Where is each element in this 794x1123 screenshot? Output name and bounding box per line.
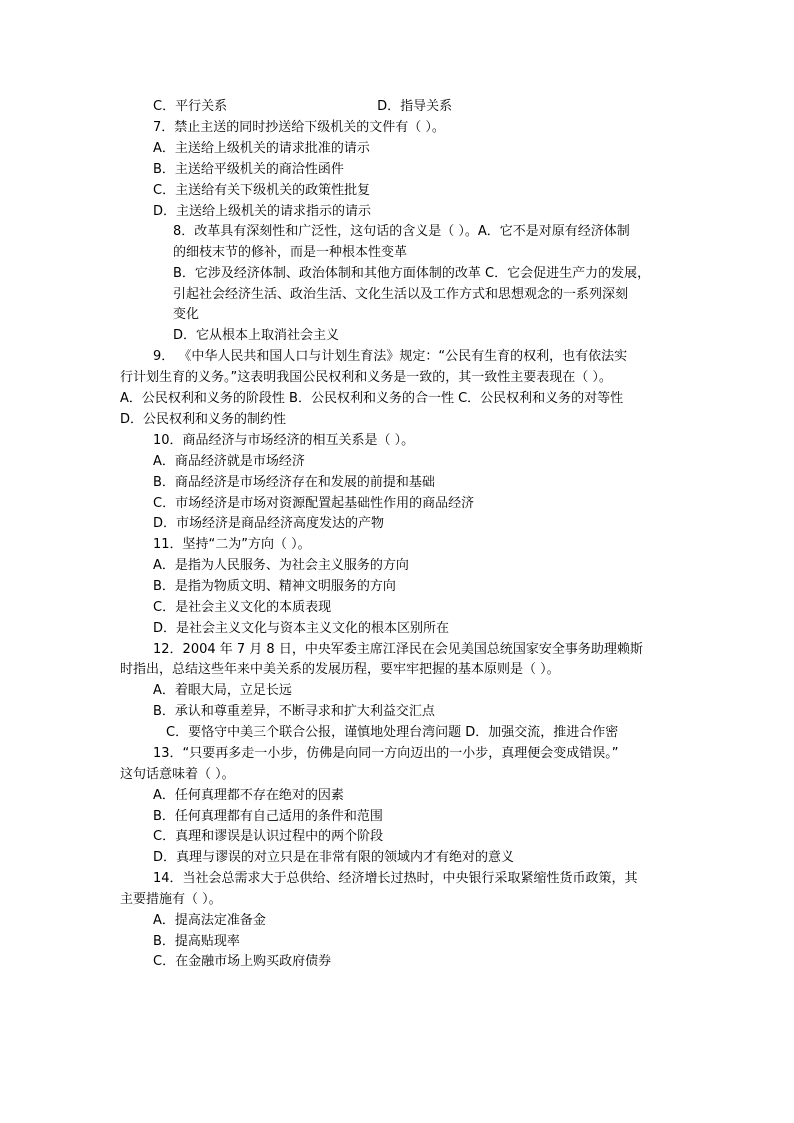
option-10c: C．市场经济是市场对资源配置起基础性作用的商品经济 xyxy=(153,496,475,511)
question-11: 11．坚持“二为”方向（ ）。 xyxy=(153,537,311,552)
option-13b: B．任何真理都有自己适用的条件和范围 xyxy=(153,809,383,824)
option-10d: D．市场经济是商品经济高度发达的产物 xyxy=(153,516,385,531)
option-13c: C．真理和谬误是认识过程中的两个阶段 xyxy=(153,829,384,844)
option-11c: C．是社会主义文化的本质表现 xyxy=(153,600,332,615)
question-8: 8．改革具有深刻性和广泛性，这句话的含义是（ ）。A．它不是对原有经济体制 xyxy=(173,224,630,239)
option-11d: D．是社会主义文化与资本主义文化的根本区别所在 xyxy=(153,621,450,636)
option-9abc: A．公民权利和义务的阶段性 B．公民权利和义务的合一性 C．公民权利和义务的对等性 xyxy=(120,391,624,406)
option-7a: A．主送给上级机关的请求批准的请示 xyxy=(153,141,370,156)
question-10: 10．商品经济与市场经济的相互关系是（ ）。 xyxy=(153,433,415,448)
option-14b: B．提高贴现率 xyxy=(153,934,240,949)
option-9d: D．公民权利和义务的制约性 xyxy=(120,412,287,427)
question-12: 12．2004 年 7 月 8 日，中央军委主席江泽民在会见美国总统国家安全事务助理赖斯 xyxy=(153,642,643,657)
option-8c-cont-1: 引起社会经济生活、政治生活、文化生活以及工作方式和思想观念的一系列深刻 xyxy=(173,287,629,302)
question-14-cont: 主要措施有（ ）。 xyxy=(120,892,222,907)
option-14c: C．在金融市场上购买政府债券 xyxy=(153,954,332,969)
option-7d: D．主送给上级机关的请求指示的请示 xyxy=(153,204,372,219)
option-6d: D．指导关系 xyxy=(377,99,453,114)
option-13d: D．真理与谬误的对立只是在非常有限的领域内才有绝对的意义 xyxy=(153,850,515,865)
option-11a: A．是指为人民服务、为社会主义服务的方向 xyxy=(153,558,409,573)
question-14: 14．当社会总需求大于总供给、经济增长过热时，中央银行采取紧缩性货币政策，其 xyxy=(153,871,638,886)
option-8b-8c: B．它涉及经济体制、政治体制和其他方面体制的改革 C．它会促进生产力的发展， xyxy=(173,266,651,281)
option-6c: C．平行关系 xyxy=(153,99,228,114)
option-10b: B．商品经济是市场经济存在和发展的前提和基础 xyxy=(153,475,435,490)
option-13a: A．任何真理都不存在绝对的因素 xyxy=(153,788,344,803)
option-12c-12d: C．要恪守中美三个联合公报，谨慎地处理台湾问题 D．加强交流，推进合作密 xyxy=(166,725,619,740)
question-8-cont: 的细枝末节的修补，而是一种根本性变革 xyxy=(173,245,408,260)
option-12a: A．着眼大局，立足长远 xyxy=(153,683,292,698)
question-7: 7．禁止主送的同时抄送给下级机关的文件有（ ）。 xyxy=(153,120,445,135)
option-11b: B．是指为物质文明、精神文明服务的方向 xyxy=(153,579,396,594)
option-line-6c-6d xyxy=(153,97,452,117)
question-9-cont: 行计划生育的义务。”这表明我国公民权利和义务是一致的，其一致性主要表现在（ ）。 xyxy=(120,370,612,385)
option-12b: B．承认和尊重差异，不断寻求和扩大利益交汇点 xyxy=(153,704,435,719)
option-8d: D．它从根本上取消社会主义 xyxy=(173,328,340,343)
option-14a: A．提高法定准备金 xyxy=(153,913,266,928)
option-8c-cont-2: 变化 xyxy=(173,307,200,322)
question-12-cont: 时指出，总结这些年来中美关系的发展历程，要牢牢把握的基本原则是（ ）。 xyxy=(120,662,560,677)
option-7b: B．主送给平级机关的商洽性函件 xyxy=(153,162,344,177)
option-10a: A．商品经济就是市场经济 xyxy=(153,454,305,469)
question-9: 9． 《中华人民共和国人口与计划生育法》规定：“公民有生育的权利，也有依法实 xyxy=(153,349,628,364)
question-13-cont: 这句话意味着（ ）。 xyxy=(120,767,235,782)
option-7c: C．主送给有关下级机关的政策性批复 xyxy=(153,183,371,198)
question-13: 13．“只要再多走一小步，仿佛是向同一方向迈出的一小步，真理便会变成错误。” xyxy=(153,746,619,761)
